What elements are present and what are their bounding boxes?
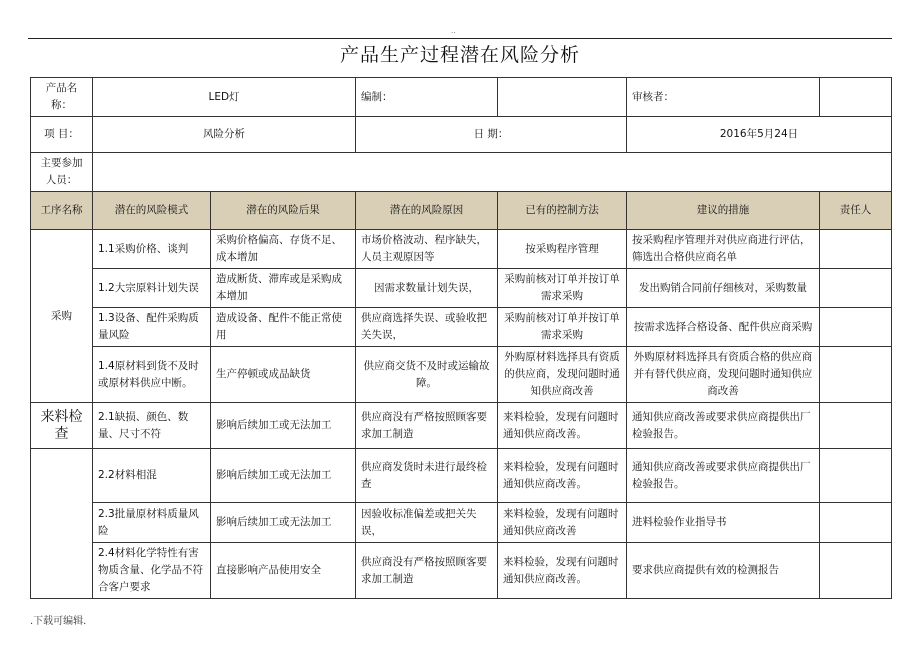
table-row — [31, 503, 892, 543]
control-method: 来料检验，发现有问题时通知供应商改善。 — [498, 449, 627, 503]
page-title: 产品生产过程潜在风险分析 — [339, 44, 580, 66]
info-row-item — [31, 117, 892, 153]
suggested-measure: 发出购销合同前仔细核对，采购数量 — [627, 269, 820, 308]
footer-note: .下载可编辑. — [30, 616, 87, 627]
risk-consequence: 影响后续加工或无法加工 — [211, 503, 356, 543]
risk-cause: 供应商没有严格按照顾客要求加工制造 — [356, 403, 498, 449]
col-header-control: 已有的控制方法 — [498, 192, 627, 230]
risk-consequence: 影响后续加工或无法加工 — [211, 449, 356, 503]
suggested-measure: 按采购程序管理并对供应商进行评估，筛选出合格供应商名单 — [627, 230, 820, 269]
col-header-measure: 建议的措施 — [627, 192, 820, 230]
info-row-product — [31, 78, 892, 117]
risk-mode: 1.3设备、配件采购质量风险 — [93, 308, 211, 347]
date-label: 日 期： — [356, 117, 627, 153]
editor-label: 编制： — [356, 78, 498, 117]
col-header-owner: 责任人 — [820, 192, 892, 230]
risk-cause: 供应商交货不及时或运输故障。 — [356, 347, 498, 403]
control-method: 来料检验，发现有问题时通知供应商改善。 — [498, 543, 627, 599]
owner-cell — [820, 230, 892, 269]
editor-value — [498, 78, 627, 117]
item-value: 风险分析 — [93, 117, 356, 153]
process-procurement: 采购 — [31, 230, 93, 403]
control-method: 来料检验，发现有问题时通知供应商改善 — [498, 503, 627, 543]
risk-consequence: 生产停顿或成品缺货 — [211, 347, 356, 403]
risk-mode: 1.2大宗原料计划失误 — [93, 269, 211, 308]
risk-cause: 市场价格波动、程序缺失，人员主观原因等 — [356, 230, 498, 269]
owner-cell — [820, 269, 892, 308]
col-header-process: 工序名称 — [31, 192, 93, 230]
control-method: 采购前核对订单并按订单需求采购 — [498, 308, 627, 347]
owner-cell — [820, 308, 892, 347]
item-label: 项 目： — [31, 117, 93, 153]
risk-cause: 供应商选择失误、或验收把关失误， — [356, 308, 498, 347]
risk-consequence: 造成断货、滞库或是采购成本增加 — [211, 269, 356, 308]
risk-cause: 供应商没有严格按照顾客要求加工制造 — [356, 543, 498, 599]
owner-cell — [820, 403, 892, 449]
suggested-measure: 外购原材料选择具有资质合格的供应商并有替代供应商，发现问题时通知供应商改善 — [627, 347, 820, 403]
risk-mode: 2.3批量原材料质量风险 — [93, 503, 211, 543]
table-row — [31, 403, 892, 449]
suggested-measure: 进料检验作业指导书 — [627, 503, 820, 543]
info-row-participants — [31, 153, 892, 192]
table-row — [31, 543, 892, 599]
suggested-measure: 要求供应商提供有效的检测报告 — [627, 543, 820, 599]
owner-cell — [820, 449, 892, 503]
reviewer-label: 审核者： — [627, 78, 820, 117]
control-method: 来料检验，发现有问题时通知供应商改善。 — [498, 403, 627, 449]
risk-consequence: 造成设备、配件不能正常使用 — [211, 308, 356, 347]
header-rule — [28, 38, 892, 39]
risk-consequence: 影响后续加工或无法加工 — [211, 403, 356, 449]
owner-cell — [820, 347, 892, 403]
risk-cause: 供应商发货时未进行最终检查 — [356, 449, 498, 503]
owner-cell — [820, 503, 892, 543]
table-row — [31, 449, 892, 503]
risk-cause: 因验收标准偏差或把关失误， — [356, 503, 498, 543]
col-header-consequence: 潜在的风险后果 — [211, 192, 356, 230]
suggested-measure: 按需求选择合格设备、配件供应商采购 — [627, 308, 820, 347]
risk-consequence: 直接影响产品使用安全 — [211, 543, 356, 599]
risk-mode: 1.4原材料到货不及时或原材料供应中断。 — [93, 347, 211, 403]
product-value: LED灯 — [93, 78, 356, 117]
risk-mode: 1.1采购价格、谈判 — [93, 230, 211, 269]
process-incoming-continued — [31, 449, 93, 599]
participants-label: 主要参加人员： — [31, 153, 93, 192]
control-method: 外购原材料选择具有资质的供应商，发现问题时通知供应商改善 — [498, 347, 627, 403]
participants-value — [93, 153, 892, 192]
risk-analysis-table — [30, 77, 892, 599]
col-header-mode: 潜在的风险模式 — [93, 192, 211, 230]
table-row — [31, 308, 892, 347]
date-value: 2016年5月24日 — [627, 117, 892, 153]
control-method: 采购前核对订单并按订单需求采购 — [498, 269, 627, 308]
top-mark: .. — [451, 27, 456, 35]
control-method: 按采购程序管理 — [498, 230, 627, 269]
suggested-measure: 通知供应商改善或要求供应商提供出厂检验报告。 — [627, 449, 820, 503]
risk-mode: 2.4材料化学特性有害物质含量、化学品不符合客户要求 — [93, 543, 211, 599]
table-row — [31, 347, 892, 403]
suggested-measure: 通知供应商改善或要求供应商提供出厂检验报告。 — [627, 403, 820, 449]
col-header-cause: 潜在的风险原因 — [356, 192, 498, 230]
reviewer-value — [820, 78, 892, 117]
column-header-row — [31, 192, 892, 230]
table-row — [31, 269, 892, 308]
risk-mode: 2.1缺损、颜色、数量、尺寸不符 — [93, 403, 211, 449]
product-label: 产品名称： — [31, 78, 93, 117]
risk-consequence: 采购价格偏高、存货不足、成本增加 — [211, 230, 356, 269]
owner-cell — [820, 543, 892, 599]
risk-cause: 因需求数量计划失误， — [356, 269, 498, 308]
process-incoming-inspection: 来料检查 — [31, 403, 93, 449]
table-row — [31, 230, 892, 269]
risk-mode: 2.2材料相混 — [93, 449, 211, 503]
